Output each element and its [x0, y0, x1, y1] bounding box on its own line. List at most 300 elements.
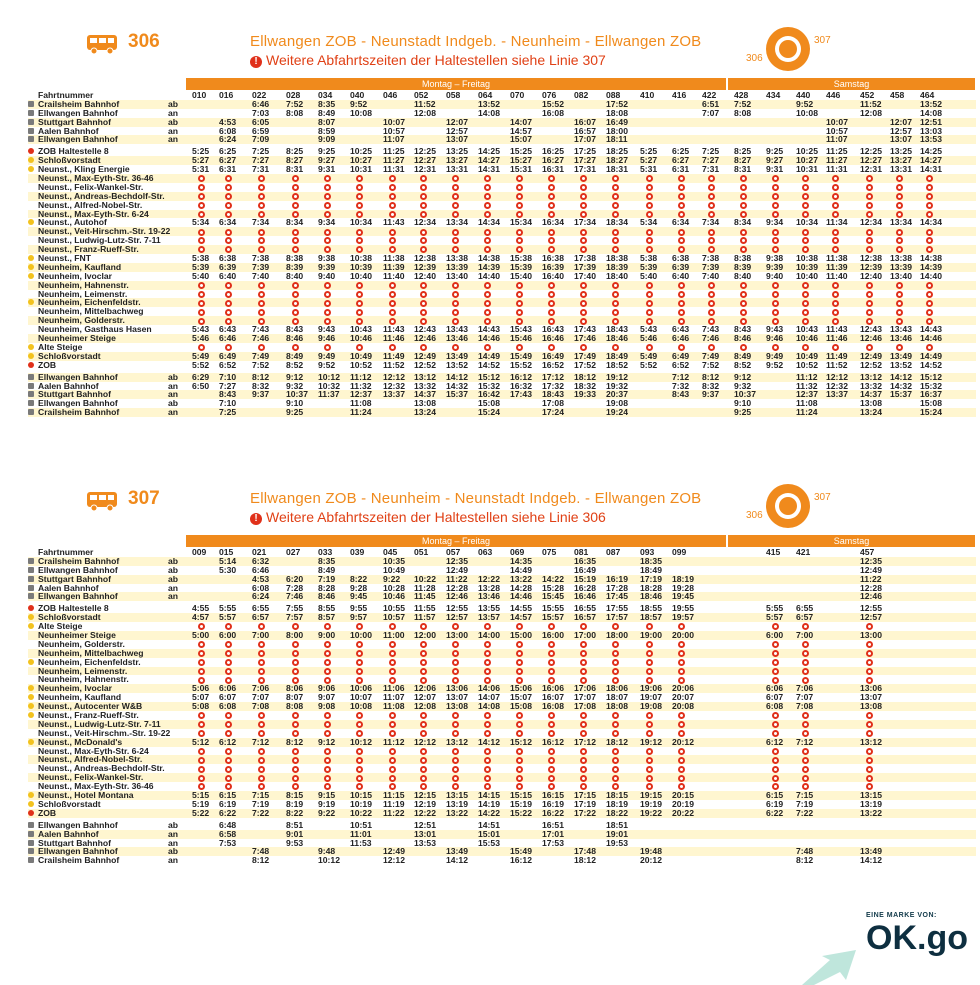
departure-time: 7:39 [702, 261, 720, 272]
stop-row [28, 720, 976, 729]
departure-time: 15:07 [510, 134, 532, 145]
on-demand-stop-icon [574, 755, 601, 764]
departure-time: 7:19 [318, 573, 336, 584]
trip-number: 022 [252, 90, 267, 100]
stop-name: Aalen Bahnhof [38, 380, 99, 391]
departure-time: 15:08 [510, 701, 532, 712]
departure-time: 18:32 [574, 380, 596, 391]
stop-row [28, 702, 976, 711]
stop-name: Schloßvorstadt [38, 155, 101, 166]
departure-time: 14:46 [478, 333, 500, 344]
departure-time: 9:25 [318, 146, 336, 157]
departure-time: 8:34 [734, 217, 752, 228]
departure-time: 7:49 [252, 350, 270, 361]
departure-time: 5:57 [766, 612, 784, 623]
departure-time: 13:06 [446, 683, 468, 694]
stop-row [28, 307, 976, 316]
train-icon [28, 383, 34, 389]
on-demand-stop-icon [510, 747, 537, 756]
departure-time: 17:40 [574, 270, 596, 281]
on-demand-stop-icon [478, 711, 505, 720]
stop-row [28, 791, 976, 800]
departure-time: 17:39 [574, 261, 596, 272]
departure-time: 7:28 [286, 582, 304, 593]
stop-row [28, 684, 976, 693]
transfer-icon [28, 299, 34, 305]
departure-time: 9:25 [734, 407, 752, 418]
departure-time: 15:07 [510, 692, 532, 703]
trip-number: 057 [446, 547, 461, 557]
departure-time: 7:52 [286, 98, 304, 109]
trip-number: 064 [478, 90, 493, 100]
departure-time: 8:00 [286, 630, 304, 641]
route-note-text: Weitere Abfahrtszeiten der Haltestellen siehe Linie 307 [266, 52, 606, 68]
departure-time: 18:43 [606, 324, 628, 335]
stop-row [28, 201, 976, 210]
bus-icon [86, 33, 118, 55]
departure-time: 14:39 [920, 261, 942, 272]
departure-time: 18:08 [606, 701, 628, 712]
on-demand-stop-icon [318, 281, 345, 290]
departure-time: 18:15 [606, 790, 628, 801]
on-demand-stop-icon [702, 298, 729, 307]
departure-time: 16:07 [542, 692, 564, 703]
departure-time: 12:55 [860, 603, 882, 614]
on-demand-stop-icon [574, 667, 601, 676]
on-demand-stop-icon [574, 192, 601, 201]
departure-time: 15:52 [542, 98, 564, 109]
departure-time: 7:53 [219, 837, 237, 848]
trip-number: 446 [826, 90, 841, 100]
stop-name: Crailsheim Bahnhof [38, 98, 120, 109]
departure-time: 16:22 [542, 807, 564, 818]
departure-time: 13:03 [920, 125, 942, 136]
on-demand-stop-icon [318, 307, 345, 316]
stop-name: Neunst., Ludwig-Lutz-Str. 7-11 [38, 235, 161, 246]
stop-row [28, 272, 976, 281]
trip-number: 410 [640, 90, 655, 100]
on-demand-stop-icon [702, 281, 729, 290]
stop-name: Neunst., Felix-Wankel-Str. [38, 181, 144, 192]
on-demand-stop-icon [796, 236, 823, 245]
trip-number: 033 [318, 547, 333, 557]
departure-time: 12:12 [826, 371, 848, 382]
departure-time: 12:38 [860, 253, 882, 264]
departure-time: 12:38 [414, 253, 436, 264]
departure-time: 15:24 [478, 407, 500, 418]
ring-route-icon [766, 484, 810, 528]
departure-time: 18:00 [606, 125, 628, 136]
departure-time: 5:08 [192, 701, 210, 712]
departure-time: 12:46 [446, 591, 468, 602]
on-demand-stop-icon [318, 649, 345, 658]
on-demand-stop-icon [446, 183, 473, 192]
on-demand-stop-icon [510, 281, 537, 290]
trip-number: 052 [414, 90, 429, 100]
on-demand-stop-icon [478, 290, 505, 299]
departure-time: 11:12 [350, 371, 372, 382]
departure-time: 9:57 [350, 612, 368, 623]
departure-time: 15:37 [890, 389, 912, 400]
departure-time: 8:28 [318, 582, 336, 593]
departure-time: 11:08 [383, 701, 405, 712]
departure-time: 15:01 [478, 828, 500, 839]
on-demand-stop-icon [542, 201, 569, 210]
departure-time: 13:46 [890, 333, 912, 344]
on-demand-stop-icon [920, 227, 947, 236]
stop-row [28, 281, 976, 290]
on-demand-stop-icon [640, 649, 667, 658]
departure-time: 16:08 [542, 701, 564, 712]
departure-time: 17:34 [574, 217, 596, 228]
departure-time: 6:38 [672, 253, 690, 264]
on-demand-stop-icon [796, 290, 823, 299]
on-demand-stop-icon [574, 711, 601, 720]
arrival-departure-flag: ab [168, 398, 179, 409]
departure-time: 6:20 [286, 573, 304, 584]
departure-time: 13:31 [446, 164, 468, 175]
on-demand-stop-icon [252, 667, 279, 676]
departure-time: 13:12 [860, 371, 882, 382]
departure-time: 6:39 [219, 261, 237, 272]
arrival-departure-flag: ab [168, 371, 179, 382]
on-demand-stop-icon [192, 201, 219, 210]
departure-time: 11:57 [414, 612, 436, 623]
departure-time: 10:07 [826, 116, 848, 127]
on-demand-stop-icon [766, 649, 793, 658]
departure-time: 13:52 [478, 98, 500, 109]
departure-time: 18:35 [640, 555, 662, 566]
departure-time: 14:08 [478, 107, 500, 118]
departure-time: 19:12 [606, 371, 628, 382]
on-demand-stop-icon [766, 227, 793, 236]
on-demand-stop-icon [192, 174, 219, 183]
departure-time: 13:49 [446, 350, 468, 361]
departure-time: 9:31 [318, 164, 336, 175]
departure-time: 8:31 [286, 164, 304, 175]
on-demand-stop-icon [286, 307, 313, 316]
on-demand-stop-icon [318, 201, 345, 210]
departure-time: 16:28 [574, 582, 596, 593]
departure-time: 19:32 [606, 380, 628, 391]
departure-time: 11:52 [826, 359, 848, 370]
on-demand-stop-icon [252, 755, 279, 764]
on-demand-stop-icon [350, 236, 377, 245]
on-demand-stop-icon [252, 174, 279, 183]
on-demand-stop-icon [414, 649, 441, 658]
departure-time: 12:25 [414, 146, 436, 157]
on-demand-stop-icon [252, 227, 279, 236]
departure-time: 8:49 [318, 564, 336, 575]
on-demand-stop-icon [796, 764, 823, 773]
departure-time: 17:19 [640, 573, 662, 584]
stop-name: Neunheim, Hahnenstr. [38, 279, 129, 290]
departure-time: 10:34 [350, 217, 372, 228]
info-icon [28, 810, 34, 816]
on-demand-stop-icon [318, 236, 345, 245]
brand-arrow-icon [800, 950, 860, 985]
departure-time: 15:34 [510, 217, 532, 228]
trip-number: 076 [542, 90, 557, 100]
departure-time: 15:43 [510, 324, 532, 335]
on-demand-stop-icon [702, 183, 729, 192]
departure-time: 13:38 [446, 253, 468, 264]
stop-name: Stuttgart Bahnhof [38, 837, 112, 848]
departure-time: 9:01 [286, 828, 304, 839]
departure-time: 15:45 [542, 591, 564, 602]
on-demand-stop-icon [796, 667, 823, 676]
on-demand-stop-icon [702, 192, 729, 201]
on-demand-stop-icon [606, 192, 633, 201]
info-icon [28, 362, 34, 368]
on-demand-stop-icon [350, 720, 377, 729]
departure-time: 17:06 [574, 683, 596, 694]
departure-time: 10:39 [796, 261, 818, 272]
departure-time: 6:31 [672, 164, 690, 175]
stop-row [28, 747, 976, 756]
departure-time: 14:15 [478, 790, 500, 801]
departure-time: 10:43 [796, 324, 818, 335]
on-demand-stop-icon [826, 201, 853, 210]
on-demand-stop-icon [318, 747, 345, 756]
on-demand-stop-icon [192, 667, 219, 676]
trip-number: 416 [672, 90, 687, 100]
departure-time: 7:49 [702, 350, 720, 361]
trip-number: 458 [890, 90, 905, 100]
departure-time: 7:32 [672, 380, 690, 391]
brand-name: OK.go [866, 919, 968, 957]
departure-time: 11:25 [826, 146, 848, 157]
departure-time: 12:49 [414, 350, 436, 361]
stop-name: ZOB Haltestelle 8 [38, 146, 109, 157]
departure-time: 12:32 [383, 380, 405, 391]
departure-time: 14:46 [510, 591, 532, 602]
on-demand-stop-icon [350, 201, 377, 210]
stop-name: Neunheim, Leimenstr. [38, 288, 128, 299]
transfer-icon [28, 353, 34, 359]
departure-time: 10:06 [350, 683, 372, 694]
departure-time: 8:25 [286, 146, 304, 157]
departure-time: 8:12 [252, 855, 270, 866]
trip-number: 081 [574, 547, 589, 557]
on-demand-stop-icon [826, 174, 853, 183]
on-demand-stop-icon [318, 174, 345, 183]
departure-time: 11:28 [414, 582, 436, 593]
on-demand-stop-icon [383, 658, 410, 667]
train-icon [28, 110, 34, 116]
departure-time: 20:08 [672, 701, 694, 712]
on-demand-stop-icon [860, 227, 887, 236]
on-demand-stop-icon [219, 640, 246, 649]
departure-time: 11:37 [318, 389, 340, 400]
departure-time: 11:19 [383, 798, 405, 809]
on-demand-stop-icon [510, 658, 537, 667]
departure-time: 16:31 [542, 164, 564, 175]
departure-time: 8:43 [734, 324, 752, 335]
departure-time: 11:55 [414, 603, 436, 614]
on-demand-stop-icon [478, 649, 505, 658]
departure-time: 14:43 [478, 324, 500, 335]
departure-time: 8:08 [286, 701, 304, 712]
on-demand-stop-icon [606, 747, 633, 756]
on-demand-stop-icon [606, 201, 633, 210]
on-demand-stop-icon [219, 183, 246, 192]
on-demand-stop-icon [252, 290, 279, 299]
on-demand-stop-icon [414, 183, 441, 192]
departure-time: 11:31 [383, 164, 405, 175]
departure-time: 5:55 [766, 603, 784, 614]
departure-time: 5:39 [640, 261, 658, 272]
departure-time: 18:46 [640, 591, 662, 602]
stop-name: Neunst., Franz-Rueff-Str. [38, 710, 139, 721]
departure-time: 18:08 [606, 107, 628, 118]
departure-time: 8:32 [702, 380, 720, 391]
departure-time: 17:45 [606, 591, 628, 602]
stop-row [28, 165, 976, 174]
on-demand-stop-icon [192, 290, 219, 299]
departure-time: 6:55 [252, 603, 270, 614]
departure-time: 13:15 [446, 790, 468, 801]
departure-time: 9:10 [734, 398, 752, 409]
departure-time: 18:49 [640, 564, 662, 575]
departure-time: 12:46 [860, 333, 882, 344]
on-demand-stop-icon [350, 747, 377, 756]
departure-time: 18:40 [606, 270, 628, 281]
on-demand-stop-icon [446, 298, 473, 307]
departure-time: 8:43 [286, 324, 304, 335]
departure-time: 7:10 [219, 398, 237, 409]
departure-time: 6:19 [766, 798, 784, 809]
departure-time: 10:51 [350, 819, 372, 830]
on-demand-stop-icon [192, 649, 219, 658]
departure-time: 17:22 [574, 807, 596, 818]
departure-time: 16:51 [542, 819, 564, 830]
departure-time: 10:49 [383, 564, 405, 575]
trip-number: 040 [350, 90, 365, 100]
departure-time: 6:22 [219, 807, 237, 818]
departure-time: 14:25 [920, 146, 942, 157]
transfer-icon [28, 219, 34, 225]
departure-time: 16:07 [574, 116, 596, 127]
stop-name: Neunst., Alfred-Nobel-Str. [38, 754, 143, 765]
departure-time: 14:34 [920, 217, 942, 228]
departure-time: 14:34 [478, 217, 500, 228]
on-demand-stop-icon [510, 307, 537, 316]
departure-time: 10:57 [826, 125, 848, 136]
on-demand-stop-icon [219, 755, 246, 764]
saturday-header: Samstag [728, 535, 975, 547]
on-demand-stop-icon [383, 227, 410, 236]
stop-name: Crailsheim Bahnhof [38, 555, 120, 566]
departure-time: 16:46 [542, 333, 564, 344]
on-demand-stop-icon [192, 183, 219, 192]
on-demand-stop-icon [796, 649, 823, 658]
departure-time: 16:38 [542, 253, 564, 264]
arrival-departure-flag: an [168, 125, 179, 136]
on-demand-stop-icon [446, 227, 473, 236]
departure-time: 11:43 [383, 217, 405, 228]
trip-number: 028 [286, 90, 301, 100]
arrival-departure-flag: ab [168, 555, 179, 566]
on-demand-stop-icon [219, 649, 246, 658]
departure-time: 6:22 [766, 807, 784, 818]
departure-time: 14:46 [920, 333, 942, 344]
departure-time: 10:15 [350, 790, 372, 801]
departure-time: 6:27 [219, 155, 237, 166]
departure-time: 5:39 [192, 261, 210, 272]
stop-name: Neunst., Alfred-Nobel-Str. [38, 199, 143, 210]
transfer-icon [28, 792, 34, 798]
on-demand-stop-icon [286, 640, 313, 649]
departure-time: 17:12 [574, 736, 596, 747]
stop-name: Neunheim, Ivoclar [38, 270, 113, 281]
departure-time: 8:38 [286, 253, 304, 264]
arrival-departure-flag: an [168, 582, 179, 593]
departure-time: 12:57 [446, 612, 468, 623]
departure-time: 14:19 [478, 798, 500, 809]
departure-time: 7:43 [702, 324, 720, 335]
on-demand-stop-icon [219, 298, 246, 307]
departure-time: 11:12 [383, 736, 405, 747]
on-demand-stop-icon [672, 174, 699, 183]
departure-time: 14:37 [860, 389, 882, 400]
departure-time: 6:32 [252, 555, 270, 566]
stop-name: Neunheim, Eichenfeldstr. [38, 656, 141, 667]
departure-time: 18:52 [606, 359, 628, 370]
departure-time: 14:12 [860, 855, 882, 866]
departure-time: 8:57 [318, 612, 336, 623]
on-demand-stop-icon [542, 747, 569, 756]
departure-time: 16:46 [574, 591, 596, 602]
on-demand-stop-icon [446, 192, 473, 201]
on-demand-stop-icon [383, 747, 410, 756]
departure-time: 14:57 [510, 612, 532, 623]
departure-time: 15:49 [510, 350, 532, 361]
departure-time: 7:39 [252, 261, 270, 272]
on-demand-stop-icon [510, 667, 537, 676]
on-demand-stop-icon [672, 747, 699, 756]
stop-row [28, 711, 976, 720]
on-demand-stop-icon [542, 658, 569, 667]
ring-label-left: 306 [746, 53, 763, 64]
on-demand-stop-icon [702, 201, 729, 210]
departure-time: 14:57 [510, 125, 532, 136]
alert-icon: ! [250, 56, 262, 68]
stop-name: Neunheim, Eichenfeldstr. [38, 297, 141, 308]
departure-time: 9:38 [318, 253, 336, 264]
on-demand-stop-icon [318, 640, 345, 649]
departure-time: 9:53 [286, 837, 304, 848]
departure-time: 12:07 [446, 116, 468, 127]
on-demand-stop-icon [890, 307, 917, 316]
on-demand-stop-icon [318, 298, 345, 307]
departure-time: 17:25 [574, 146, 596, 157]
departure-time: 8:49 [318, 107, 336, 118]
departure-time: 15:19 [574, 573, 596, 584]
on-demand-stop-icon [219, 281, 246, 290]
departure-time: 13:25 [890, 146, 912, 157]
departure-time: 7:03 [252, 107, 270, 118]
on-demand-stop-icon [766, 307, 793, 316]
bus-icon [86, 490, 118, 512]
departure-time: 5:15 [192, 790, 210, 801]
stop-row [28, 192, 976, 201]
on-demand-stop-icon [766, 290, 793, 299]
departure-time: 6:15 [219, 790, 237, 801]
departure-time: 7:48 [252, 846, 270, 857]
on-demand-stop-icon [766, 667, 793, 676]
departure-time: 15:38 [510, 253, 532, 264]
